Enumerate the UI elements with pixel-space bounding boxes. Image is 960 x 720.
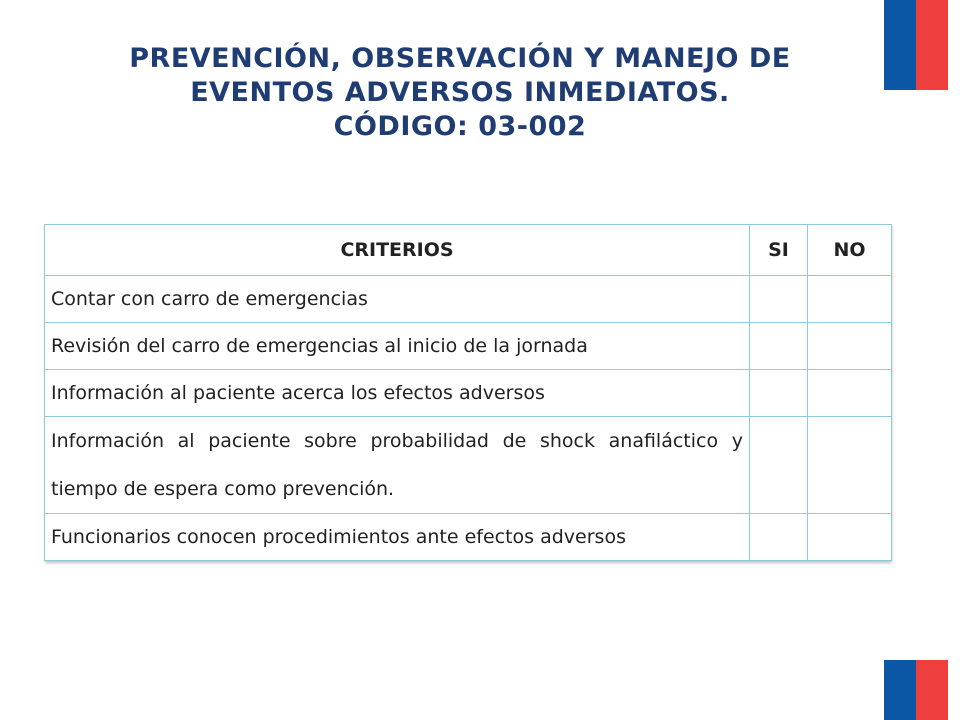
criterio-cell: Funcionarios conocen procedimientos ante efectos adversos xyxy=(45,514,750,561)
criterio-cell: Contar con carro de emergencias xyxy=(45,276,750,323)
table-row xyxy=(45,370,892,417)
title-line-1: PREVENCIÓN, OBSERVACIÓN Y MANEJO DE xyxy=(129,43,791,74)
si-cell[interactable] xyxy=(750,370,808,417)
table-row xyxy=(45,323,892,370)
header-si: SI xyxy=(750,225,808,276)
criteria-table-container xyxy=(44,224,891,561)
table-row xyxy=(45,514,892,561)
title-line-2: EVENTOS ADVERSOS INMEDIATOS. xyxy=(190,77,730,108)
no-cell[interactable] xyxy=(808,514,892,561)
criteria-table xyxy=(44,224,892,561)
flag-blue-stripe xyxy=(884,660,916,720)
criterio-cell: Revisión del carro de emergencias al inicio de la jornada xyxy=(45,323,750,370)
no-cell[interactable] xyxy=(808,370,892,417)
criterio-cell: Información al paciente sobre probabilidad de shock anafiláctico y tiempo de espera como prevención. xyxy=(45,417,750,514)
no-cell[interactable] xyxy=(808,323,892,370)
flag-decoration-top xyxy=(884,0,948,90)
title-line-3: CÓDIGO: 03-002 xyxy=(333,111,587,142)
header-criterios: CRITERIOS xyxy=(45,225,750,276)
table-row xyxy=(45,417,892,514)
page-title xyxy=(50,42,870,144)
header-no: NO xyxy=(808,225,892,276)
si-cell[interactable] xyxy=(750,514,808,561)
no-cell[interactable] xyxy=(808,417,892,514)
table-row xyxy=(45,276,892,323)
flag-red-stripe xyxy=(916,0,948,90)
no-cell[interactable] xyxy=(808,276,892,323)
flag-blue-stripe xyxy=(884,0,916,90)
table-header-row xyxy=(45,225,892,276)
si-cell[interactable] xyxy=(750,417,808,514)
flag-decoration-bottom xyxy=(884,660,948,720)
si-cell[interactable] xyxy=(750,276,808,323)
criterio-cell: Información al paciente acerca los efectos adversos xyxy=(45,370,750,417)
flag-red-stripe xyxy=(916,660,948,720)
si-cell[interactable] xyxy=(750,323,808,370)
